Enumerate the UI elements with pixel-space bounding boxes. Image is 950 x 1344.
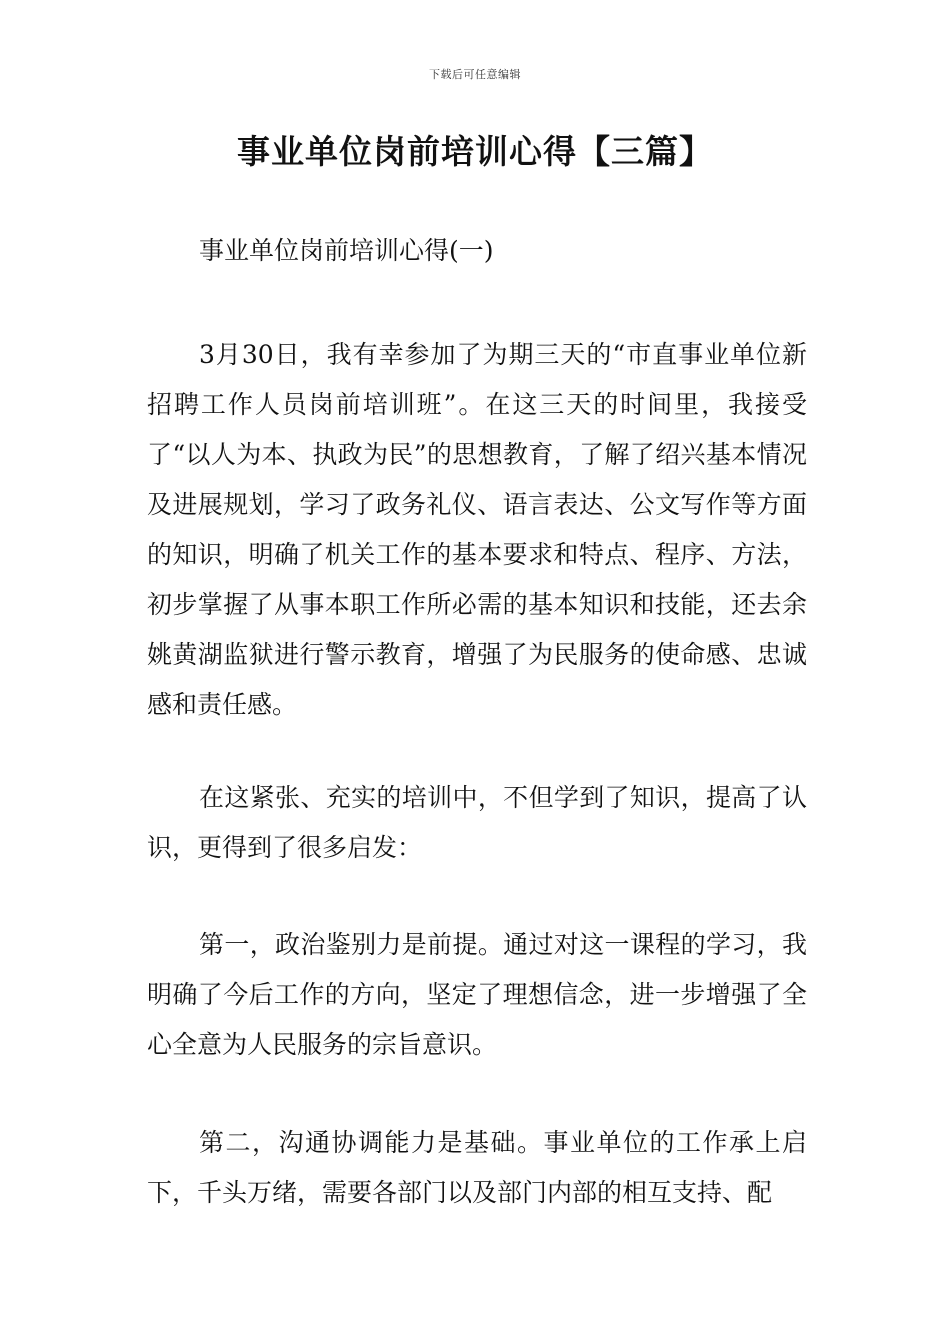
paragraph-4: 第二，沟通协调能力是基础。事业单位的工作承上启下，千头万绪，需要各部门以及部门内部的相互支持、配 — [147, 1128, 807, 1207]
download-note: 下载后可任意编辑 — [429, 68, 521, 81]
paragraph-1: 3月30日，我有幸参加了为期三天的“市直事业单位新招聘工作人员岗前培训班”。在这三天的时间里，我接受了“以人为本、执政为民”的思想教育，了解了绍兴基本情况及进展规划，学习了政务礼仪、语言表达、公文写作等方面的知识，明确了机关工作的基本要求和特点、程序、方法，初步掌握了从事本职工作所必需的基本知识和技能，还去余姚黄湖监狱进行警示教育，增强了为民服务的使命感、忠诚感和责任感。 — [147, 340, 807, 719]
paragraph-3: 第一，政治鉴别力是前提。通过对这一课程的学习，我明确了今后工作的方向，坚定了理想信念，进一步增强了全心全意为人民服务的宗旨意识。 — [147, 930, 807, 1059]
section-heading: 事业单位岗前培训心得(一) — [199, 236, 494, 265]
paragraph-2: 在这紧张、充实的培训中，不但学到了知识，提高了认识，更得到了很多启发： — [147, 783, 807, 862]
document-title: 事业单位岗前培训心得【三篇】 — [237, 132, 713, 171]
